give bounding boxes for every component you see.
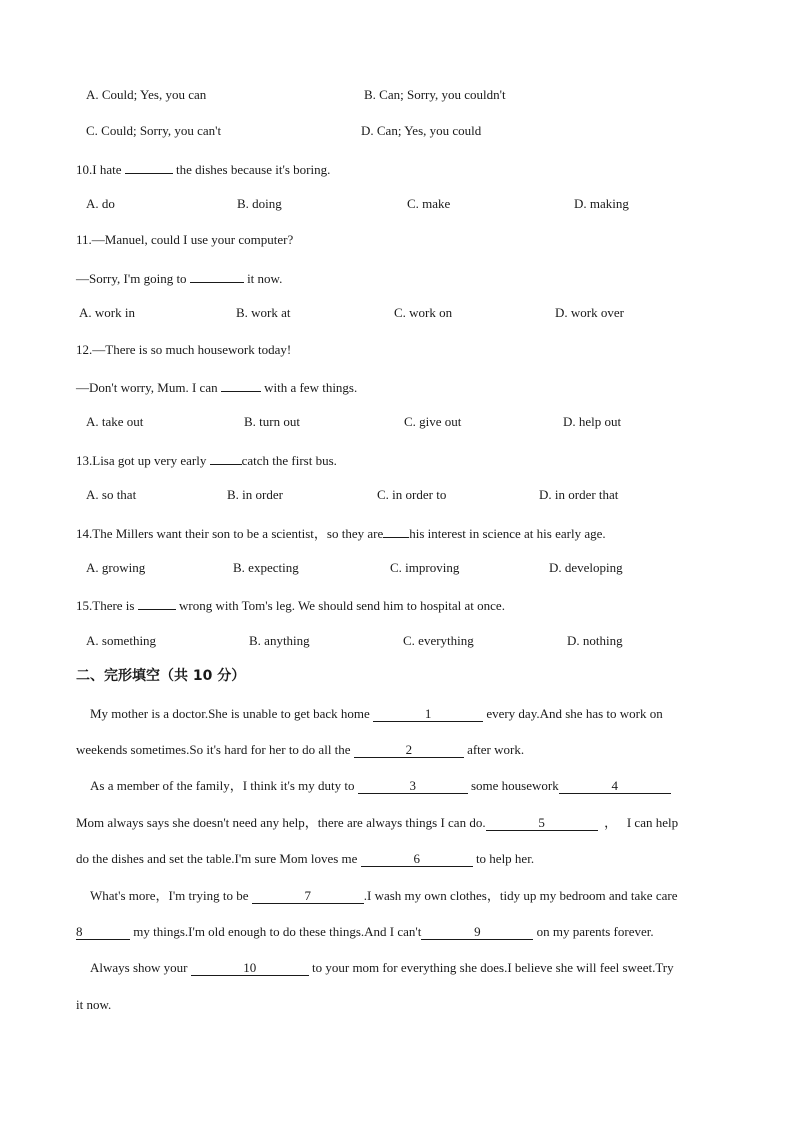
q11-option-d: D. work over [555, 305, 624, 320]
cloze-blank-6[interactable]: 6 [361, 852, 473, 867]
q15-stem [76, 596, 505, 614]
q13-option-c: C. in order to [377, 487, 447, 502]
q15-option-a: A. something [86, 633, 157, 648]
cloze-blank-3[interactable]: 3 [358, 779, 468, 794]
q13-stem-suffix: catch the first bus. [241, 453, 337, 468]
q10-stem-prefix: 10.I hate [76, 162, 122, 177]
q10-option-d: D. making [574, 196, 629, 211]
q14-stem [76, 524, 606, 542]
passage-text: to your mom for everything she does.I believe she will feel sweet.Try [312, 960, 674, 975]
q11-stem-prefix: —Sorry, I'm going to [76, 271, 187, 286]
passage-text: I can help [626, 815, 679, 830]
q12-stem-line1: 12.—There is so much housework today! [76, 342, 292, 357]
passage-text: on my parents forever. [536, 924, 654, 939]
q13-option-a: A. so that [86, 487, 137, 502]
q13-option-b: B. in order [227, 487, 283, 502]
passage-line-5 [76, 851, 534, 867]
q11-option-c: C. work on [394, 305, 453, 320]
q14-answer-blank[interactable] [383, 524, 409, 538]
q12-stem-line2 [76, 378, 357, 396]
passage-text: What's more，I'm trying to be [90, 888, 249, 903]
q14-stem-suffix: his interest in science at his early age. [409, 526, 606, 541]
q13-stem-prefix: 13.Lisa got up very early [76, 453, 207, 468]
cloze-blank-7[interactable]: 7 [252, 889, 364, 904]
cloze-blank-9[interactable]: 9 [421, 925, 533, 940]
passage-line-7 [76, 924, 654, 940]
passage-text: my things.I'm old enough to do these things.And I can't [133, 924, 422, 939]
q10-option-a: A. do [86, 196, 115, 211]
passage-text: My mother is a doctor.She is unable to get back home [90, 706, 370, 721]
q13-option-d: D. in order that [539, 487, 619, 502]
passage-text: some housework [470, 778, 559, 793]
cloze-blank-2[interactable]: 2 [354, 743, 464, 758]
q11-stem-suffix: it now. [247, 271, 283, 286]
q9-option-d: D. Can; Yes, you could [361, 123, 482, 138]
q12-stem-suffix: with a few things. [264, 380, 358, 395]
q14-stem-prefix: 14.The Millers want their son to be a scientist，so they are [76, 526, 384, 541]
q11-stem-line1: 11.—Manuel, could I use your computer? [76, 232, 294, 247]
passage-line-8 [90, 960, 674, 976]
q15-option-c: C. everything [403, 633, 474, 648]
q14-option-b: B. expecting [233, 560, 299, 575]
passage-line-6 [90, 888, 677, 904]
q12-option-c: C. give out [404, 414, 462, 429]
passage-text: Mom always says she doesn't need any help，there are always things I can do. [76, 815, 486, 830]
passage-line-4 [76, 815, 678, 831]
q9-option-a: A. Could; Yes, you can [86, 87, 207, 102]
passage-text: to help her. [475, 851, 535, 866]
q10-stem-suffix: the dishes because it's boring. [175, 162, 331, 177]
q13-stem [76, 451, 337, 469]
q12-stem-prefix: —Don't worry, Mum. I can [76, 380, 218, 395]
q9-option-c: C. Could; Sorry, you can't [86, 123, 222, 138]
cloze-blank-10[interactable]: 10 [191, 961, 309, 976]
passage-line-9 [76, 997, 111, 1013]
q15-option-b: B. anything [249, 633, 310, 648]
q11-stem-line2 [76, 269, 282, 287]
cloze-blank-5[interactable]: 5 [486, 816, 598, 831]
section2-heading: 二、完形填空（共 10 分） [76, 668, 246, 684]
passage-text: every day.And she has to work on [486, 706, 663, 721]
q14-option-d: D. developing [549, 560, 623, 575]
passage-text: do the dishes and set the table.I'm sure Mom loves me [76, 851, 358, 866]
q12-option-a: A. take out [86, 414, 144, 429]
passage-text: ， [604, 815, 618, 830]
q11-option-b: B. work at [236, 305, 291, 320]
q15-option-d: D. nothing [567, 633, 623, 648]
q14-option-c: C. improving [390, 560, 460, 575]
q10-answer-blank[interactable] [125, 160, 173, 174]
passage-text: Always show your [90, 960, 188, 975]
q12-option-b: B. turn out [244, 414, 300, 429]
q14-option-a: A. growing [86, 560, 146, 575]
q15-stem-suffix: wrong with Tom's leg. We should send him to hospital at once. [178, 598, 505, 613]
q10-option-b: B. doing [237, 196, 282, 211]
q10-option-c: C. make [407, 196, 451, 211]
passage-text: it now. [76, 997, 112, 1012]
passage-text: .I wash my own clothes，tidy up my bedroom and take care [363, 888, 678, 903]
q10-stem [76, 160, 330, 178]
passage-line-3 [90, 778, 671, 794]
cloze-blank-8[interactable]: 8 [76, 925, 130, 940]
q11-answer-blank[interactable] [190, 269, 244, 283]
passage-line-1 [90, 706, 663, 722]
q13-answer-blank[interactable] [210, 451, 242, 465]
q15-answer-blank[interactable] [138, 596, 176, 610]
passage-text: after work. [467, 742, 525, 757]
cloze-blank-4[interactable]: 4 [559, 779, 671, 794]
q12-option-d: D. help out [563, 414, 622, 429]
q12-answer-blank[interactable] [221, 378, 261, 392]
passage-text: weekends sometimes.So it's hard for her to do all the [76, 742, 351, 757]
q15-stem-prefix: 15.There is [76, 598, 135, 613]
passage-text: As a member of the family，I think it's my duty to [90, 778, 355, 793]
cloze-blank-1[interactable]: 1 [373, 707, 483, 722]
q11-option-a: A. work in [79, 305, 135, 320]
passage-line-2 [76, 742, 524, 758]
q9-option-b: B. Can; Sorry, you couldn't [364, 87, 506, 102]
